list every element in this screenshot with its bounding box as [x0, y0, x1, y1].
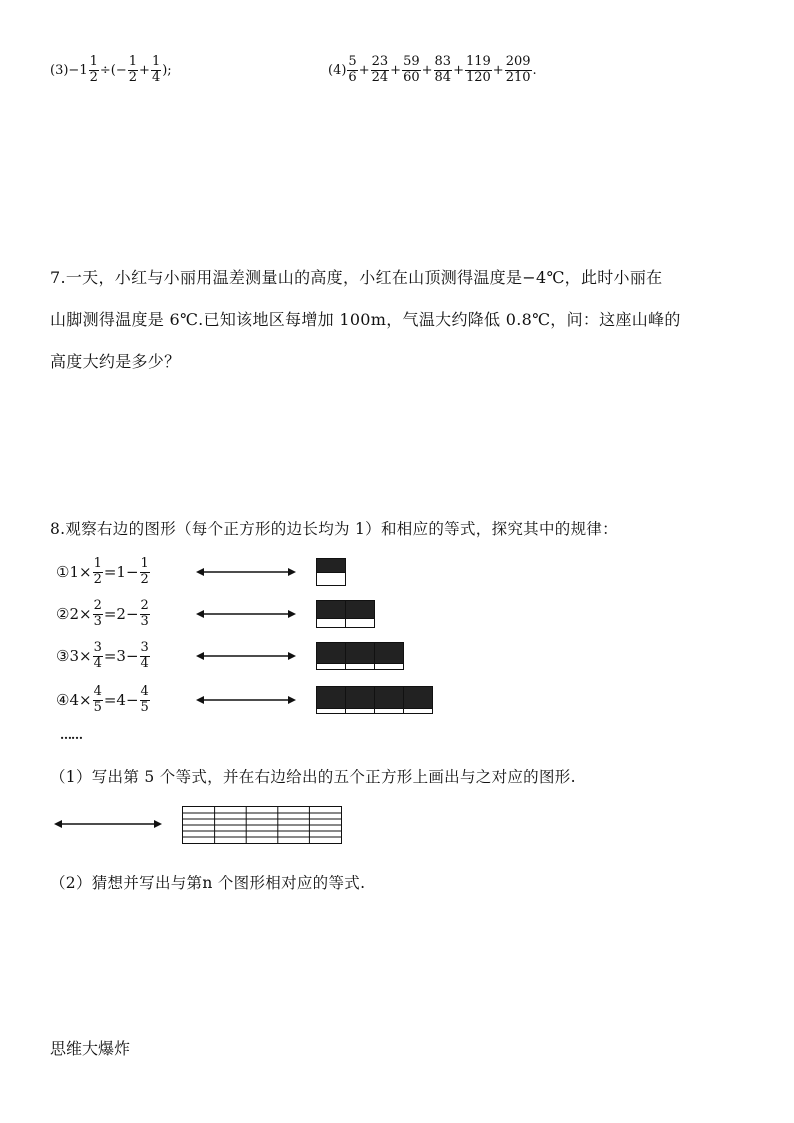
fifth-figure-blank-grid[interactable]: [182, 806, 342, 844]
fraction: $\frac{1}{4}$: [151, 54, 161, 85]
question-7-line-2: 山脚测得温度是 6℃.已知该地区每增加 100m，气温大约降低 0.8℃，问：这座山峰的: [50, 310, 681, 329]
problem-4-expression: [328, 50, 537, 90]
ellipsis: ……: [60, 728, 82, 742]
question-7: [50, 261, 760, 379]
section-title: 思维大爆炸: [50, 1039, 131, 1058]
times-sign: ×: [79, 691, 92, 709]
multiplier: 1: [69, 563, 79, 581]
whole-number: 1: [79, 62, 88, 78]
figure-2: [316, 600, 375, 628]
fraction: $\frac{3}{4}$: [93, 640, 102, 671]
equation-2: [56, 594, 151, 634]
fraction: $\frac{1}{2}$: [93, 556, 102, 587]
equation-number: ②: [56, 605, 70, 623]
double-arrow-icon: [196, 650, 296, 662]
plus-sign: +: [421, 62, 433, 78]
fraction: $\frac{1}{2}$: [128, 54, 138, 85]
figure-1: [316, 558, 346, 586]
figure-3: [316, 642, 404, 670]
fraction: $\frac{3}{4}$: [140, 640, 149, 671]
equals-minus: =3−: [103, 647, 139, 665]
problem-3-expression: [50, 50, 172, 90]
double-arrow-icon: [54, 818, 162, 830]
fraction: $\frac{5}{6}$: [348, 54, 357, 85]
sub-question-1: （1）写出第 5 个等式，并在右边给出的五个正方形上画出与之对应的图形.: [50, 768, 576, 786]
double-arrow-icon: [196, 694, 296, 706]
double-arrow-icon: [196, 608, 296, 620]
plus-sign: +: [453, 62, 464, 78]
fraction: $\frac{83}{84}$: [434, 54, 452, 85]
double-arrow-icon: [196, 566, 296, 578]
sub-question-2: [50, 866, 750, 900]
plus-sign: +: [358, 62, 370, 78]
fraction: $\frac{2}{3}$: [140, 598, 149, 629]
fraction: $\frac{59}{60}$: [403, 54, 420, 85]
equals-minus: =2−: [103, 605, 139, 623]
unit-square: [403, 686, 433, 714]
figure-4: [316, 686, 433, 714]
equation-number: ①: [56, 563, 70, 581]
plus-sign: +: [390, 62, 402, 78]
question-8-intro: 8.观察右边的图形（每个正方形的边长均为 1）和相应的等式，探究其中的规律：: [50, 520, 618, 538]
question-7-line-1: 7.一天，小红与小丽用温差测量山的高度，小红在山顶测得温度是−4℃，此时小丽在: [50, 268, 663, 287]
problem-3-label: (3): [50, 62, 69, 78]
open-paren: (−: [110, 62, 127, 78]
fraction: $\frac{1}{2}$: [89, 54, 98, 85]
equation-number: ③: [56, 647, 70, 665]
unit-square: [374, 642, 404, 670]
fraction: $\frac{23}{24}$: [371, 54, 389, 85]
fraction: $\frac{119}{120}$: [465, 54, 491, 85]
equation-3: [56, 636, 151, 676]
unit-square: [316, 558, 346, 586]
times-sign: ×: [79, 605, 92, 623]
multiplier: 4: [69, 691, 79, 709]
problem-4-label: (4): [328, 62, 347, 78]
question-7-line-3: 高度大约是多少？: [50, 352, 181, 371]
fraction: $\frac{2}{3}$: [93, 598, 102, 629]
plus-sign: +: [492, 62, 504, 78]
fraction: $\frac{4}{5}$: [140, 684, 149, 715]
unit-square: [316, 642, 346, 670]
equation-list: [56, 552, 456, 752]
divide-sign: ÷: [99, 62, 111, 78]
unit-square: [345, 686, 375, 714]
times-sign: ×: [79, 647, 92, 665]
fraction: $\frac{1}{2}$: [140, 556, 149, 587]
multiplier: 2: [69, 605, 79, 623]
sub-question-2-text: （2）猜想并写出与第n 个图形相对应的等式.: [50, 874, 366, 892]
unit-square: [345, 600, 375, 628]
equals-minus: =1−: [103, 563, 139, 581]
equation-4: [56, 680, 151, 720]
unit-square: [316, 600, 346, 628]
unit-square: [374, 686, 404, 714]
multiplier: 3: [69, 647, 79, 665]
fraction: $\frac{4}{5}$: [93, 684, 102, 715]
unit-square: [345, 642, 375, 670]
plus-sign: +: [139, 62, 150, 78]
fraction: $\frac{209}{210}$: [505, 54, 531, 85]
minus-sign: −: [68, 62, 80, 78]
equation-number: ④: [56, 691, 70, 709]
close-paren: );: [162, 62, 172, 78]
end-period: .: [532, 62, 537, 78]
equals-minus: =4−: [103, 691, 139, 709]
times-sign: ×: [79, 563, 92, 581]
equation-1: [56, 552, 151, 592]
unit-square: [316, 686, 346, 714]
